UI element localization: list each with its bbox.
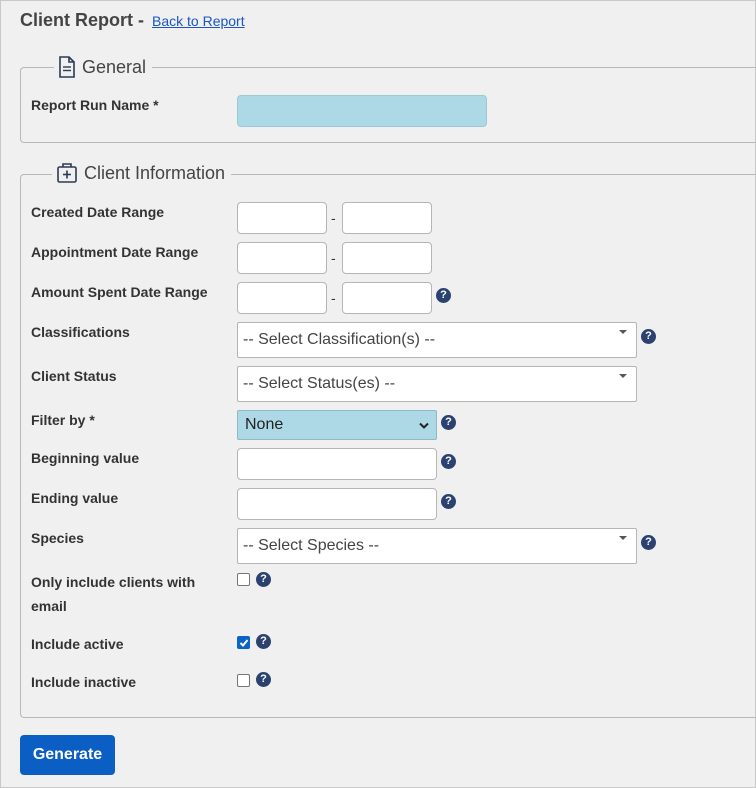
client-information-legend-text: Client Information bbox=[84, 162, 226, 183]
species-placeholder: -- Select Species -- bbox=[243, 537, 380, 554]
created-date-start-input[interactable] bbox=[237, 202, 327, 234]
briefcase-plus-icon bbox=[56, 162, 78, 184]
filter-by-value: None bbox=[245, 416, 284, 433]
classifications-help-icon[interactable]: ? bbox=[641, 329, 656, 344]
ending-value-help-icon[interactable]: ? bbox=[441, 494, 456, 509]
client-status-placeholder: -- Select Status(es) -- bbox=[243, 375, 396, 392]
created-date-separator: - bbox=[331, 210, 336, 226]
chevron-down-icon bbox=[419, 422, 429, 430]
report-run-name-label: Report Run Name * bbox=[31, 97, 159, 113]
include-inactive-label: Include inactive bbox=[31, 674, 137, 690]
page-header bbox=[20, 10, 245, 31]
amount-spent-date-end-input[interactable] bbox=[342, 282, 432, 314]
amount-spent-help-icon[interactable]: ? bbox=[436, 288, 451, 303]
classifications-placeholder: -- Select Classification(s) -- bbox=[243, 331, 436, 348]
checkmark-icon bbox=[239, 638, 249, 648]
include-inactive-checkbox[interactable] bbox=[237, 674, 250, 687]
generate-button[interactable]: Generate bbox=[20, 735, 115, 775]
appointment-date-range-label: Appointment Date Range bbox=[31, 244, 199, 260]
chevron-down-icon bbox=[619, 374, 627, 378]
only-email-label: Only include clients with email bbox=[31, 574, 196, 614]
include-active-label: Include active bbox=[31, 636, 124, 652]
amount-spent-date-range-label: Amount Spent Date Range bbox=[31, 284, 208, 300]
include-inactive-help-icon[interactable]: ? bbox=[256, 672, 271, 687]
only-email-checkbox[interactable] bbox=[237, 573, 250, 586]
appointment-date-start-input[interactable] bbox=[237, 242, 327, 274]
beginning-value-help-icon[interactable]: ? bbox=[441, 454, 456, 469]
ending-value-label: Ending value bbox=[31, 490, 119, 506]
filter-by-help-icon[interactable]: ? bbox=[441, 415, 456, 430]
species-select[interactable] bbox=[237, 528, 637, 564]
report-run-name-input[interactable] bbox=[237, 95, 487, 127]
page-title: Client Report - bbox=[20, 10, 144, 30]
client-status-select[interactable] bbox=[237, 366, 637, 402]
filter-by-select[interactable] bbox=[237, 410, 437, 440]
chevron-down-icon bbox=[619, 330, 627, 334]
general-legend-text: General bbox=[82, 56, 147, 77]
only-email-help-icon[interactable]: ? bbox=[256, 572, 271, 587]
appointment-date-end-input[interactable] bbox=[342, 242, 432, 274]
amount-spent-date-separator: - bbox=[331, 290, 336, 306]
species-label: Species bbox=[31, 530, 84, 546]
include-active-checkbox[interactable] bbox=[237, 636, 250, 649]
created-date-end-input[interactable] bbox=[342, 202, 432, 234]
beginning-value-label: Beginning value bbox=[31, 450, 140, 466]
species-help-icon[interactable]: ? bbox=[641, 535, 656, 550]
chevron-down-icon bbox=[619, 536, 627, 540]
classifications-label: Classifications bbox=[31, 324, 130, 340]
beginning-value-input[interactable] bbox=[237, 448, 437, 480]
ending-value-input[interactable] bbox=[237, 488, 437, 520]
include-active-help-icon[interactable]: ? bbox=[256, 634, 271, 649]
amount-spent-date-start-input[interactable] bbox=[237, 282, 327, 314]
document-icon bbox=[58, 56, 76, 78]
classifications-select[interactable] bbox=[237, 322, 637, 358]
filter-by-label: Filter by * bbox=[31, 412, 95, 428]
client-status-label: Client Status bbox=[31, 368, 117, 384]
general-legend bbox=[54, 56, 152, 78]
back-to-report-link[interactable]: Back to Report bbox=[152, 13, 245, 29]
client-information-legend bbox=[52, 162, 231, 184]
created-date-range-label: Created Date Range bbox=[31, 204, 165, 220]
appointment-date-separator: - bbox=[331, 250, 336, 266]
